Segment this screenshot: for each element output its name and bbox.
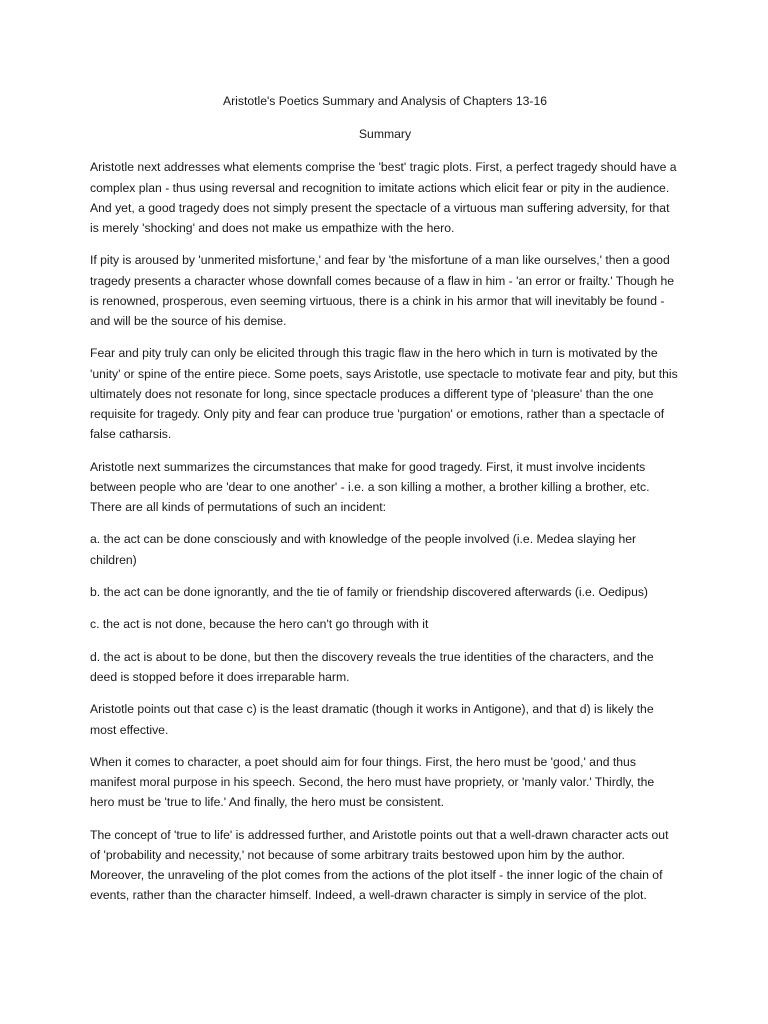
- paragraph-character-aims: When it comes to character, a poet should aim for four things. First, the hero must be 'good,' and thus manifest moral purpose in his speech. Second, the hero must have propriety, or 'manly valor.' Thirdly, the hero must be 'true to life.' And finally, the hero must be consistent.: [90, 754, 655, 810]
- paragraph-best-tragic-plots: Aristotle next addresses what elements comprise the 'best' tragic plots. First, a perfect tragedy should have a complex plan - thus using reversal and recognition to imitate actions which elicit fear or pity in the audience. And yet, a good tragedy does not simply present the spectacle of a virtuous man suffering adversity, for that is merely 'shocking' and does not make us empathize with the hero.: [90, 160, 677, 236]
- document-title: Aristotle's Poetics Summary and Analysis of Chapters 13-16: [222, 94, 548, 108]
- list-item-b: b. the act can be done ignorantly, and the tie of family or friendship discovered afterwards (i.e. Oedipus): [90, 585, 648, 599]
- paragraph-tragic-flaw: Fear and pity truly can only be elicited through this tragic flaw in the hero which in turn is motivated by the 'unity' or spine of the entire piece. Some poets, says Aristotle, use spectacle to motivate fear and pity, but this ultimately does not resonate for long, since spectacle produces a different type of 'pleasure' than the one requisite for tragedy. Only pity and fear can produce true 'purgation' or emotions, rather than a spectacle of false catharsis.: [90, 346, 678, 442]
- list-item-c: c. the act is not done, because the hero can't go through with it: [90, 617, 429, 632]
- paragraph-case-comparison: Aristotle points out that case c) is the least dramatic (though it works in Antigone), and that d) is likely the most effective.: [90, 702, 654, 737]
- document-body: [90, 91, 680, 918]
- list-item-d: d. the act is about to be done, but then the discovery reveals the true identities of the characters, and the deed is stopped before it does irreparable harm.: [90, 649, 654, 684]
- list-item-a: a. the act can be done consciously and with knowledge of the people involved (i.e. Medea slaying her children): [90, 532, 637, 567]
- paragraph-pity-and-fear: If pity is aroused by 'unmerited misfortune,' and fear by 'the misfortune of a man like ourselves,' then a good tragedy presents a character whose downfall comes because of a flaw in him - 'an error or frailty.' Though he is renowned, prosperous, even seeming virtuous, there is a chink in his armor that will inevitably be found - and will be the source of his demise.: [90, 253, 675, 329]
- paragraph-circumstances: Aristotle next summarizes the circumstances that make for good tragedy. First, it must involve incidents between people who are 'dear to one another' - i.e. a son killing a mother, a brother killing a brother, etc. There are all kinds of permutations of such an incident:: [90, 459, 650, 515]
- section-heading-summary: Summary: [358, 127, 412, 142]
- paragraph-true-to-life: The concept of 'true to life' is addressed further, and Aristotle points out that a well-drawn character acts out of 'probability and necessity,' not because of some arbitrary traits bestowed upon him by the author. Moreover, the unraveling of the plot comes from the actions of the plot itself - the inner logic of the chain of events, rather than the character himself. Indeed, a well-drawn character is simply in service of the plot.: [90, 827, 669, 903]
